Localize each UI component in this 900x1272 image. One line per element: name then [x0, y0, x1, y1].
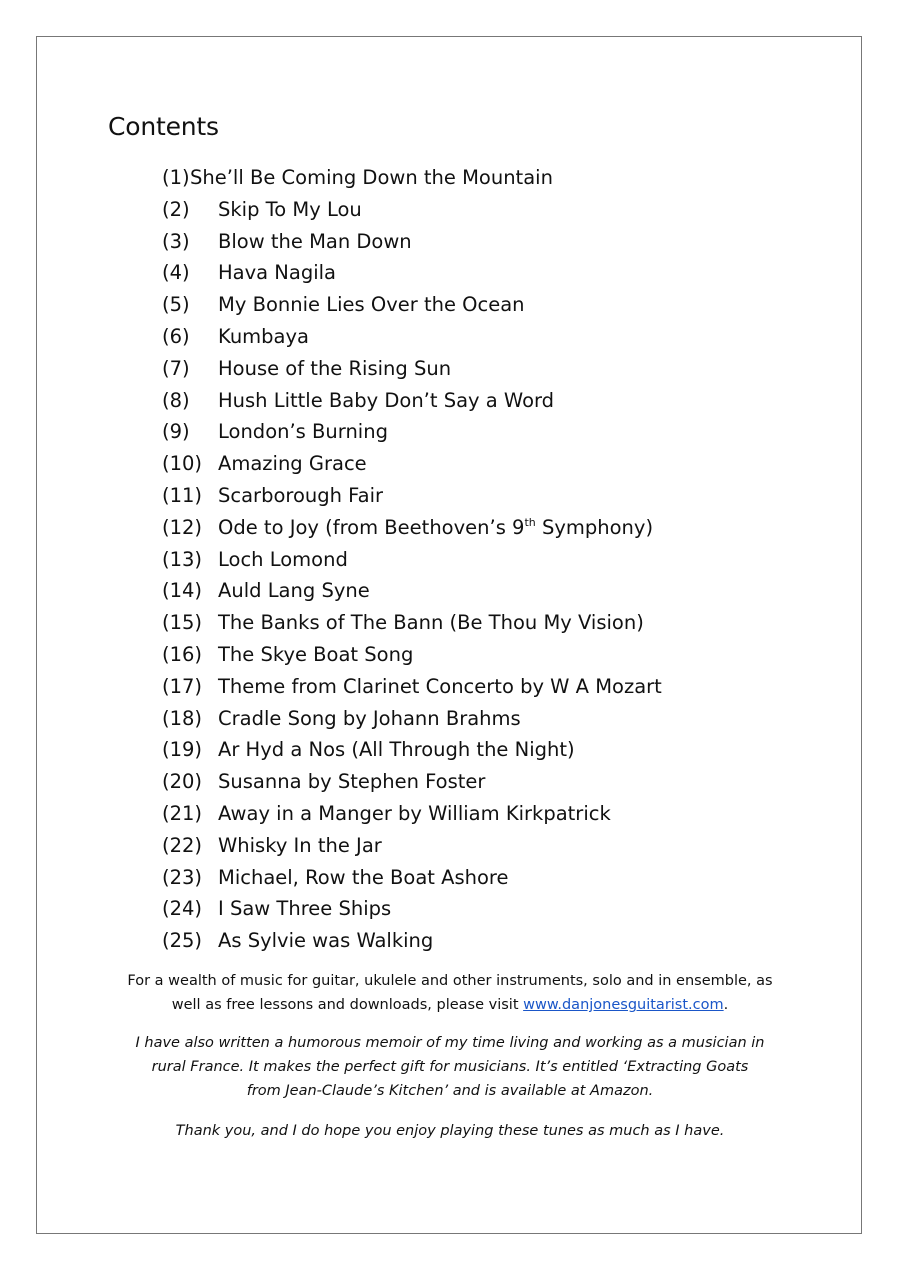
list-item: [162, 196, 662, 228]
list-item: [162, 259, 662, 291]
list-item: [162, 609, 662, 641]
item-title: Ar Hyd a Nos (All Through the Night): [218, 738, 575, 762]
item-title: Scarborough Fair: [218, 483, 383, 507]
list-item: [162, 577, 662, 609]
item-title: Amazing Grace: [218, 452, 367, 476]
thank-you-note: Thank you, and I do hope you enjoy playing these tunes as much as I have.: [175, 1123, 725, 1139]
list-item: [162, 387, 662, 419]
item-title: Whisky In the Jar: [218, 833, 382, 857]
list-item: [162, 705, 662, 737]
item-number: (24): [162, 897, 203, 921]
item-title-rest: Symphony): [535, 515, 654, 539]
item-number: (22): [162, 833, 203, 857]
item-number: (1): [162, 166, 190, 189]
item-title: Susanna by Stephen Foster: [218, 770, 486, 794]
list-item: [162, 164, 662, 196]
item-number: (15): [162, 611, 203, 635]
item-title: Theme from Clarinet Concerto by W A Mozart: [218, 674, 662, 698]
item-title: Away in a Manger by William Kirkpatrick: [218, 801, 611, 825]
item-number: (23): [162, 865, 203, 889]
list-item: [162, 514, 662, 546]
item-number: (9): [162, 420, 190, 444]
memoir-line: rural France. It makes the perfect gift for musicians. It’s entitled ‘Extracting Goats: [151, 1059, 749, 1075]
item-number: (10): [162, 452, 203, 476]
memoir-line: I have also written a humorous memoir of my time living and working as a musician in: [135, 1035, 765, 1051]
list-item: [162, 800, 662, 832]
item-title: Cradle Song by Johann Brahms: [218, 706, 521, 730]
item-title: House of the Rising Sun: [218, 356, 452, 380]
list-item: [162, 673, 662, 705]
list-item: [162, 641, 662, 673]
item-number: (5): [162, 293, 190, 317]
list-item: [162, 418, 662, 450]
item-title: As Sylvie was Walking: [218, 929, 434, 953]
promo-line: well as free lessons and downloads, please visit: [171, 997, 524, 1013]
list-item: [162, 355, 662, 387]
item-number: (4): [162, 261, 190, 285]
list-item: [162, 450, 662, 482]
item-title: Michael, Row the Boat Ashore: [218, 865, 509, 889]
item-number: (11): [162, 483, 203, 507]
list-item: [162, 864, 662, 896]
contents-list: [162, 164, 662, 959]
item-number: (17): [162, 674, 203, 698]
memoir-line: from Jean-Claude’s Kitchen’ and is available at Amazon.: [246, 1083, 654, 1099]
list-item: [162, 768, 662, 800]
item-title: She’ll Be Coming Down the Mountain: [190, 166, 553, 189]
item-number: (19): [162, 738, 203, 762]
list-item: [162, 323, 662, 355]
item-title-main: Ode to Joy (from Beethoven’s 9: [218, 515, 525, 539]
item-number: (14): [162, 579, 203, 603]
list-item: [162, 228, 662, 260]
item-title: Blow the Man Down: [218, 229, 412, 253]
page-title: Contents: [108, 112, 219, 141]
list-item: [162, 832, 662, 864]
promo-line: For a wealth of music for guitar, ukulele and other instruments, solo and in ensemble, as: [127, 973, 773, 989]
item-title: Hush Little Baby Don’t Say a Word: [218, 388, 555, 412]
item-number: (21): [162, 801, 203, 825]
item-title: Loch Lomond: [218, 547, 348, 571]
item-title: My Bonnie Lies Over the Ocean: [218, 293, 525, 317]
item-number: (6): [162, 324, 190, 348]
item-number: (2): [162, 197, 190, 221]
list-item: [162, 482, 662, 514]
item-title: London’s Burning: [218, 420, 388, 444]
item-title: The Skye Boat Song: [218, 642, 414, 666]
promo-period: .: [723, 997, 729, 1013]
list-item: [162, 895, 662, 927]
item-number: (12): [162, 515, 203, 539]
item-number: (16): [162, 642, 203, 666]
item-title: Skip To My Lou: [218, 197, 362, 221]
item-title: Auld Lang Syne: [218, 579, 370, 603]
list-item: [162, 927, 662, 959]
item-number: (3): [162, 229, 190, 253]
item-number: (20): [162, 770, 203, 794]
website-link[interactable]: www.danjonesguitarist.com: [523, 997, 724, 1013]
item-number: (25): [162, 929, 203, 953]
memoir-paragraph: [90, 1031, 810, 1103]
item-title: Hava Nagila: [218, 261, 336, 285]
item-number: (13): [162, 547, 203, 571]
promo-paragraph: [90, 969, 810, 1017]
list-item: [162, 546, 662, 578]
item-number: (8): [162, 388, 190, 412]
ordinal-suffix: th: [524, 515, 536, 529]
list-item: [162, 736, 662, 768]
item-number: (7): [162, 356, 190, 380]
list-item: [162, 291, 662, 323]
item-title: The Banks of The Bann (Be Thou My Vision): [218, 611, 644, 635]
item-title: [218, 516, 653, 539]
item-number: (18): [162, 706, 203, 730]
item-title: Kumbaya: [218, 324, 309, 348]
item-title: I Saw Three Ships: [218, 897, 392, 921]
